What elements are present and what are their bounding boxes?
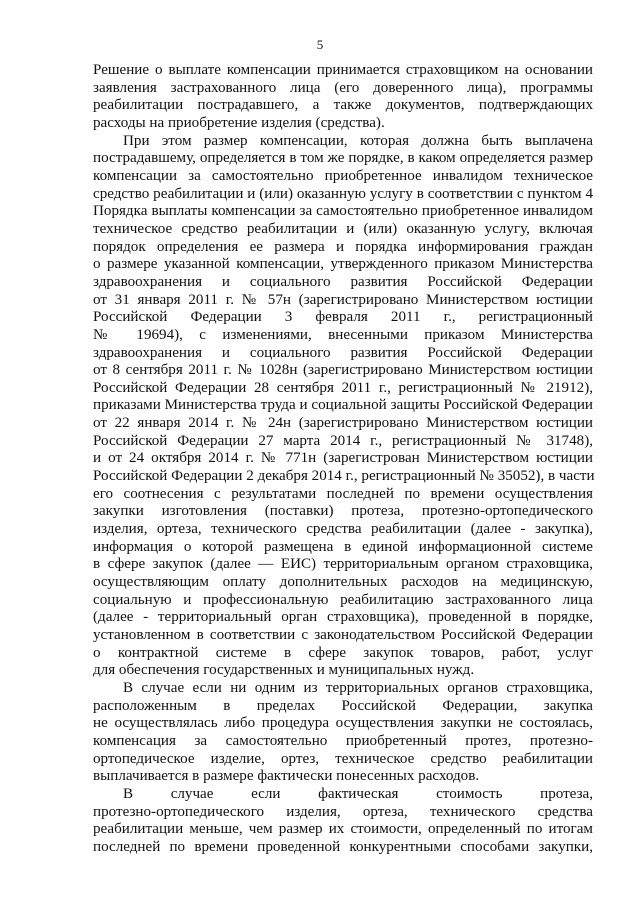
text-line: В случае если ни одним из территориальных органов страховщика, (123, 679, 593, 696)
text-line: расположенным в пределах Российской Федерации, закупка (93, 697, 593, 714)
text-line: Решение о выплате компенсации принимается страховщиком на основании (93, 62, 593, 78)
text-line: для обеспечения государственных и муниципальных нужд. (93, 662, 475, 679)
paragraph (93, 62, 593, 133)
text-line: установленном в соответствии с законодательством Российской Федерации (93, 627, 593, 643)
text-line: № 19694), с изменениями, внесенными приказом Министерства (93, 326, 593, 343)
text-line: выплачивается в размере фактически понесенных расходов. (93, 768, 480, 785)
text-line: приказами Министерства труда и социальной защиты Российской Федерации (93, 397, 593, 414)
paragraph (93, 680, 593, 786)
text-line: компенсация за самостоятельно приобретенный протез, протезно- (93, 732, 593, 749)
text-line: от 8 сентября 2011 г. № 1028н (зарегистрировано Министерством юстиции (93, 362, 593, 379)
text-line: Российской Федерации 3 февраля 2011 г., регистрационный (93, 309, 593, 326)
text-line: ортопедическое изделие, ортез, техническое средство реабилитации (93, 750, 593, 767)
text-line: социальную и профессиональную реабилитацию застрахованного лица (93, 591, 593, 608)
text-line: При этом размер компенсации, которая должна быть выплачена (123, 132, 593, 149)
text-line: Российской Федерации 2 декабря 2014 г., регистрационный № 35052), в части (93, 468, 595, 485)
text-line: Российской Федерации 28 сентября 2011 г., регистрационный № 21912), (93, 379, 593, 396)
text-line: и от 24 октября 2014 г. № 771н (зарегистрован Министерством юстиции (93, 450, 593, 467)
text-line: средство реабилитации и (или) оказанную услугу в соответствии с пунктом 4 (93, 185, 593, 202)
page-number: 5 (316, 37, 324, 52)
text-line: закупки изготовления (поставки) протеза, протезно-ортопедического (93, 503, 593, 520)
text-line: техническое средство реабилитации и (или) оказанную услугу, включая (93, 220, 593, 237)
text-line: его соотнесения с результатами последней по времени осуществления (93, 485, 593, 502)
text-line: Порядка выплаты компенсации за самостоятельно приобретенное инвалидом (93, 203, 593, 220)
text-line: (далее - территориальный орган страховщика), проведенной в порядке, (93, 609, 593, 626)
text-line: от 22 января 2014 г. № 24н (зарегистрировано Министерством юстиции (93, 415, 593, 432)
text-line: пострадавшему, определяется в том же порядке, в каком определяется размер (93, 150, 593, 167)
text-line: порядок определения ее размера и порядка информирования граждан (93, 238, 593, 255)
text-line: о размере указанной компенсации, утвержденного приказом Министерства (93, 256, 593, 273)
text-line: в сфере закупок (далее — ЕИС) территориальным органом страховщика, (93, 556, 593, 573)
text-line: информация о которой размещена в единой информационной системе (93, 538, 593, 555)
text-line: компенсации за самостоятельно приобретенное инвалидом техническое (93, 167, 593, 184)
text-line: последней по времени проведенной конкурентными способами закупки, (93, 838, 593, 855)
text-line: изделия, ортеза, технического средства реабилитации (далее - закупка), (93, 521, 593, 538)
text-line: здравоохранения и социального развития Российской Федерации (93, 344, 593, 361)
text-line: Российской Федерации 27 марта 2014 г., регистрационный № 31748), (93, 432, 593, 449)
text-line: о контрактной системе в сфере закупок товаров, работ, услуг (93, 644, 593, 661)
document-body (93, 62, 593, 857)
text-line: осуществляющим оплату дополнительных расходов на медицинскую, (93, 574, 593, 591)
text-line: реабилитации пострадавшего, а также документов, подтверждающих (93, 97, 593, 114)
text-line: реабилитации меньше, чем размер их стоимости, определенный по итогам (93, 821, 593, 838)
text-line: В случае если фактическая стоимость протеза, (123, 785, 593, 802)
text-line: расходы на приобретение изделия (средства). (93, 114, 385, 131)
text-line: здравоохранения и социального развития Российской Федерации (93, 273, 593, 290)
text-line: не осуществлялась либо процедура осуществления закупки не состоялась, (93, 715, 593, 732)
paragraph (93, 133, 593, 680)
paragraph (93, 786, 593, 857)
text-line: протезно-ортопедического изделия, ортеза, технического средства (93, 803, 593, 820)
text-line: от 31 января 2011 г. № 57н (зарегистрировано Министерством юстиции (93, 291, 593, 308)
text-line: заявления застрахованного лица (его доверенного лица), программы (93, 79, 593, 96)
